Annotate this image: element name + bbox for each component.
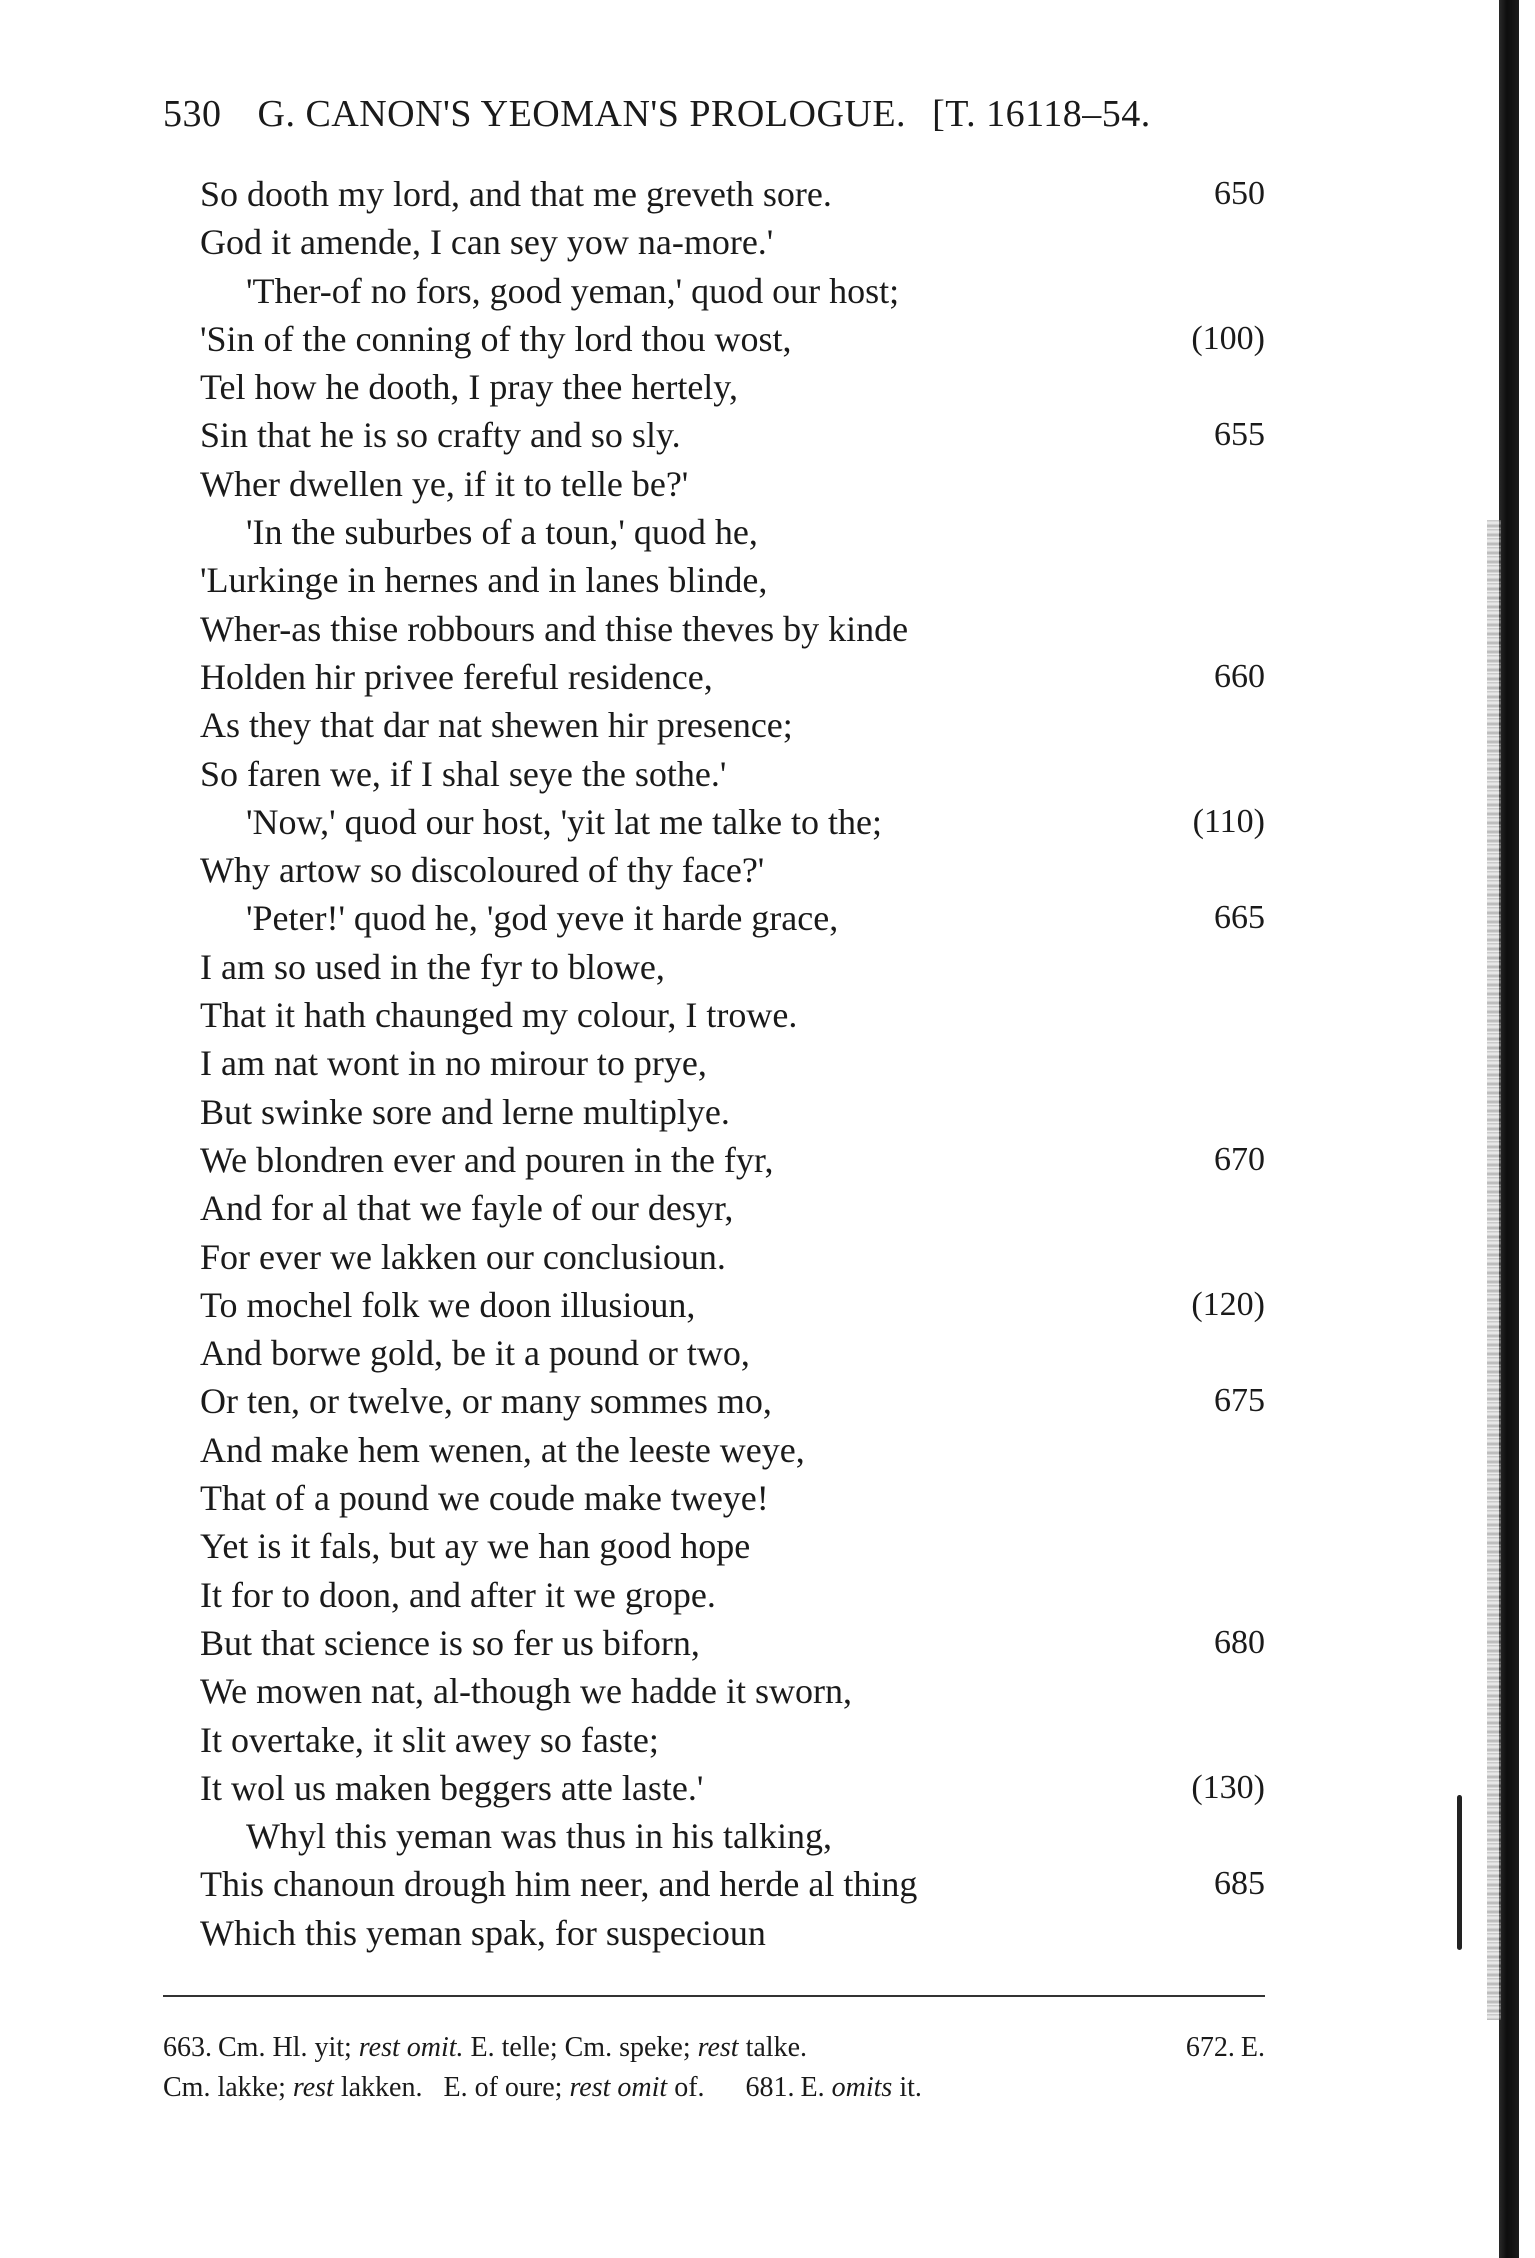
line-number: 655 — [1214, 416, 1265, 454]
line-number: 685 — [1214, 1865, 1265, 1903]
verse-line-text: Or ten, or twelve, or many sommes mo, — [200, 1381, 772, 1422]
footnote-text: E. telle; Cm. speke; — [470, 2032, 691, 2063]
verse-line — [200, 701, 1265, 749]
verse-line-text: 'Ther-of no fors, good yeman,' quod our host; — [246, 270, 900, 311]
footnote-663 — [163, 2032, 807, 2063]
verse-line-text: Why artow so discoloured of thy face?' — [200, 850, 765, 891]
verse-line — [200, 1764, 1265, 1812]
section-title: G. CANON'S YEOMAN'S PROLOGUE. — [257, 93, 907, 135]
verse-line-text: We mowen nat, al-though we hadde it sworn, — [200, 1671, 852, 1712]
verse-line-text: Sin that he is so crafty and so sly. — [200, 415, 681, 456]
page-edge-shadow — [1499, 0, 1519, 2258]
verse-line — [200, 1716, 1265, 1764]
verse-line — [200, 750, 1265, 798]
verse-line — [200, 218, 1265, 266]
verse-line — [200, 1619, 1265, 1667]
footnote-number: 663. — [163, 2032, 212, 2063]
footnote-rule — [163, 1995, 1265, 1997]
verse-line — [200, 170, 1265, 218]
footnote-italic: rest — [697, 2032, 739, 2063]
footnote-italic: omits — [831, 2072, 893, 2103]
verse-line-text: Wher-as thise robbours and thise theves by kinde — [200, 608, 909, 649]
footnote-text: Cm. Hl. yit; — [218, 2032, 352, 2063]
line-number: (130) — [1191, 1768, 1265, 1806]
verse-line — [200, 991, 1265, 1039]
verse-line — [200, 1571, 1265, 1619]
verse-line-text: 'In the suburbes of a toun,' quod he, — [246, 512, 758, 553]
verse-line — [200, 1377, 1265, 1425]
verse-line — [200, 605, 1265, 653]
footnote-672-start — [1186, 2028, 1265, 2068]
verse-line — [200, 508, 1265, 556]
footnote-text: talke. — [745, 2032, 807, 2063]
verse-line — [200, 1039, 1265, 1087]
line-number: (100) — [1191, 319, 1265, 357]
verse-line-text: To mochel folk we doon illusioun, — [200, 1284, 696, 1325]
footnote-text: E. of oure; — [443, 2072, 563, 2103]
footnote-672-cont — [163, 2072, 705, 2103]
verse-line-text: That of a pound we coude make tweye! — [200, 1478, 769, 1519]
footnote-italic: rest omit — [569, 2072, 668, 2103]
footnote-text: E. — [800, 2072, 825, 2103]
verse-line — [200, 267, 1265, 315]
verse-line-text: For ever we lakken our conclusioun. — [200, 1236, 726, 1277]
verse-line-text: Tel how he dooth, I pray thee hertely, — [200, 367, 738, 408]
verse-line-text: And make hem wenen, at the leeste weye, — [200, 1429, 805, 1470]
verse-line — [200, 1329, 1265, 1377]
verse-line — [200, 1136, 1265, 1184]
verse-line-text: This chanoun drough him neer, and herde al thing — [200, 1864, 918, 1905]
verse-line — [200, 460, 1265, 508]
footnote-italic: rest — [292, 2072, 334, 2103]
verse-line — [200, 1184, 1265, 1232]
verse-line — [200, 411, 1265, 459]
line-number: (110) — [1192, 802, 1265, 840]
footnote-text: lakken. — [340, 2072, 423, 2103]
verse-line-text: Yet is it fals, but ay we han good hope — [200, 1526, 751, 1567]
verse-line-text: Wher dwellen ye, if it to telle be?' — [200, 463, 689, 504]
verse-line-text: And borwe gold, be it a pound or two, — [200, 1333, 750, 1374]
verse-line — [200, 363, 1265, 411]
verse-line-text: But that science is so fer us biforn, — [200, 1622, 700, 1663]
verse-line-text: It overtake, it slit awey so faste; — [200, 1719, 659, 1760]
verse-line — [200, 1233, 1265, 1281]
verse-line — [200, 943, 1265, 991]
footnote-text: E. — [1240, 2032, 1265, 2063]
verse-line-text: As they that dar nat shewen hir presence; — [200, 705, 793, 746]
verse-line — [200, 1667, 1265, 1715]
footnote-text: Cm. lakke; — [163, 2072, 286, 2103]
line-number: 680 — [1214, 1623, 1265, 1661]
page-edge-texture — [1487, 520, 1501, 2020]
line-number: 665 — [1214, 899, 1265, 937]
verse-line — [200, 556, 1265, 604]
verse-line-text: Which this yeman spak, for suspecioun — [200, 1912, 766, 1953]
line-number: (120) — [1191, 1285, 1265, 1323]
margin-pencil-mark — [1457, 1795, 1462, 1950]
verse-line-text: 'Lurkinge in hernes and in lanes blinde, — [200, 560, 768, 601]
verse-line-text: Holden hir privee fereful residence, — [200, 656, 713, 697]
footnote-italic: rest omit. — [358, 2032, 464, 2063]
verse-line — [200, 1088, 1265, 1136]
footnote-number: 681. — [745, 2072, 795, 2103]
verse-line-text: So dooth my lord, and that me greveth sore. — [200, 174, 832, 214]
footnotes — [163, 2028, 1265, 2108]
verse-line — [200, 1426, 1265, 1474]
footnote-681 — [746, 2072, 922, 2103]
verse-line — [200, 315, 1265, 363]
verse-line-text: Whyl this yeman was thus in his talking, — [246, 1816, 832, 1857]
footnote-text: of. — [674, 2072, 705, 2103]
verse-line-text: But swinke sore and lerne multiplye. — [200, 1091, 730, 1132]
footnote-number: 672. — [1185, 2032, 1235, 2063]
verse-line-text: 'Peter!' quod he, 'god yeve it harde grace, — [246, 898, 839, 939]
verse-line-text: That it hath chaunged my colour, I trowe. — [200, 995, 798, 1036]
verse-line-text: It for to doon, and after it we grope. — [200, 1574, 716, 1615]
line-number: 675 — [1214, 1382, 1265, 1420]
line-number: 650 — [1214, 175, 1265, 212]
verse-line — [200, 1522, 1265, 1570]
verse-line — [200, 798, 1265, 846]
footnote-row — [163, 2068, 1265, 2108]
verse-line-text: So faren we, if I shal seye the sothe.' — [200, 753, 727, 794]
verse-line — [200, 1860, 1265, 1908]
verse-line — [200, 1812, 1265, 1860]
verse-line-text: 'Sin of the conning of thy lord thou wost, — [200, 318, 792, 359]
verse-line-text: And for al that we fayle of our desyr, — [200, 1188, 734, 1229]
verse-line — [200, 653, 1265, 701]
verse-line — [200, 894, 1265, 942]
line-number: 660 — [1214, 657, 1265, 695]
verse-line — [200, 1474, 1265, 1522]
verse-line-text: God it amende, I can sey yow na-more.' — [200, 222, 774, 263]
footnote-row — [163, 2028, 1265, 2068]
page-number: 530 — [163, 93, 222, 135]
verse-line — [200, 846, 1265, 894]
verse-text — [200, 170, 1265, 1957]
verse-line-text: 'Now,' quod our host, 'yit lat me talke to the; — [246, 801, 883, 842]
verse-line-text: It wol us maken beggers atte laste.' — [200, 1767, 704, 1808]
running-head — [163, 92, 1151, 136]
verse-line-text: I am so used in the fyr to blowe, — [200, 946, 665, 987]
line-number: 670 — [1214, 1140, 1265, 1178]
line-reference: [T. 16118–54. — [932, 93, 1151, 135]
verse-line — [200, 1909, 1265, 1957]
verse-line-text: We blondren ever and pouren in the fyr, — [200, 1139, 774, 1180]
verse-line — [200, 1281, 1265, 1329]
verse-line-text: I am nat wont in no mirour to prye, — [200, 1043, 707, 1084]
footnote-text: it. — [899, 2072, 922, 2103]
